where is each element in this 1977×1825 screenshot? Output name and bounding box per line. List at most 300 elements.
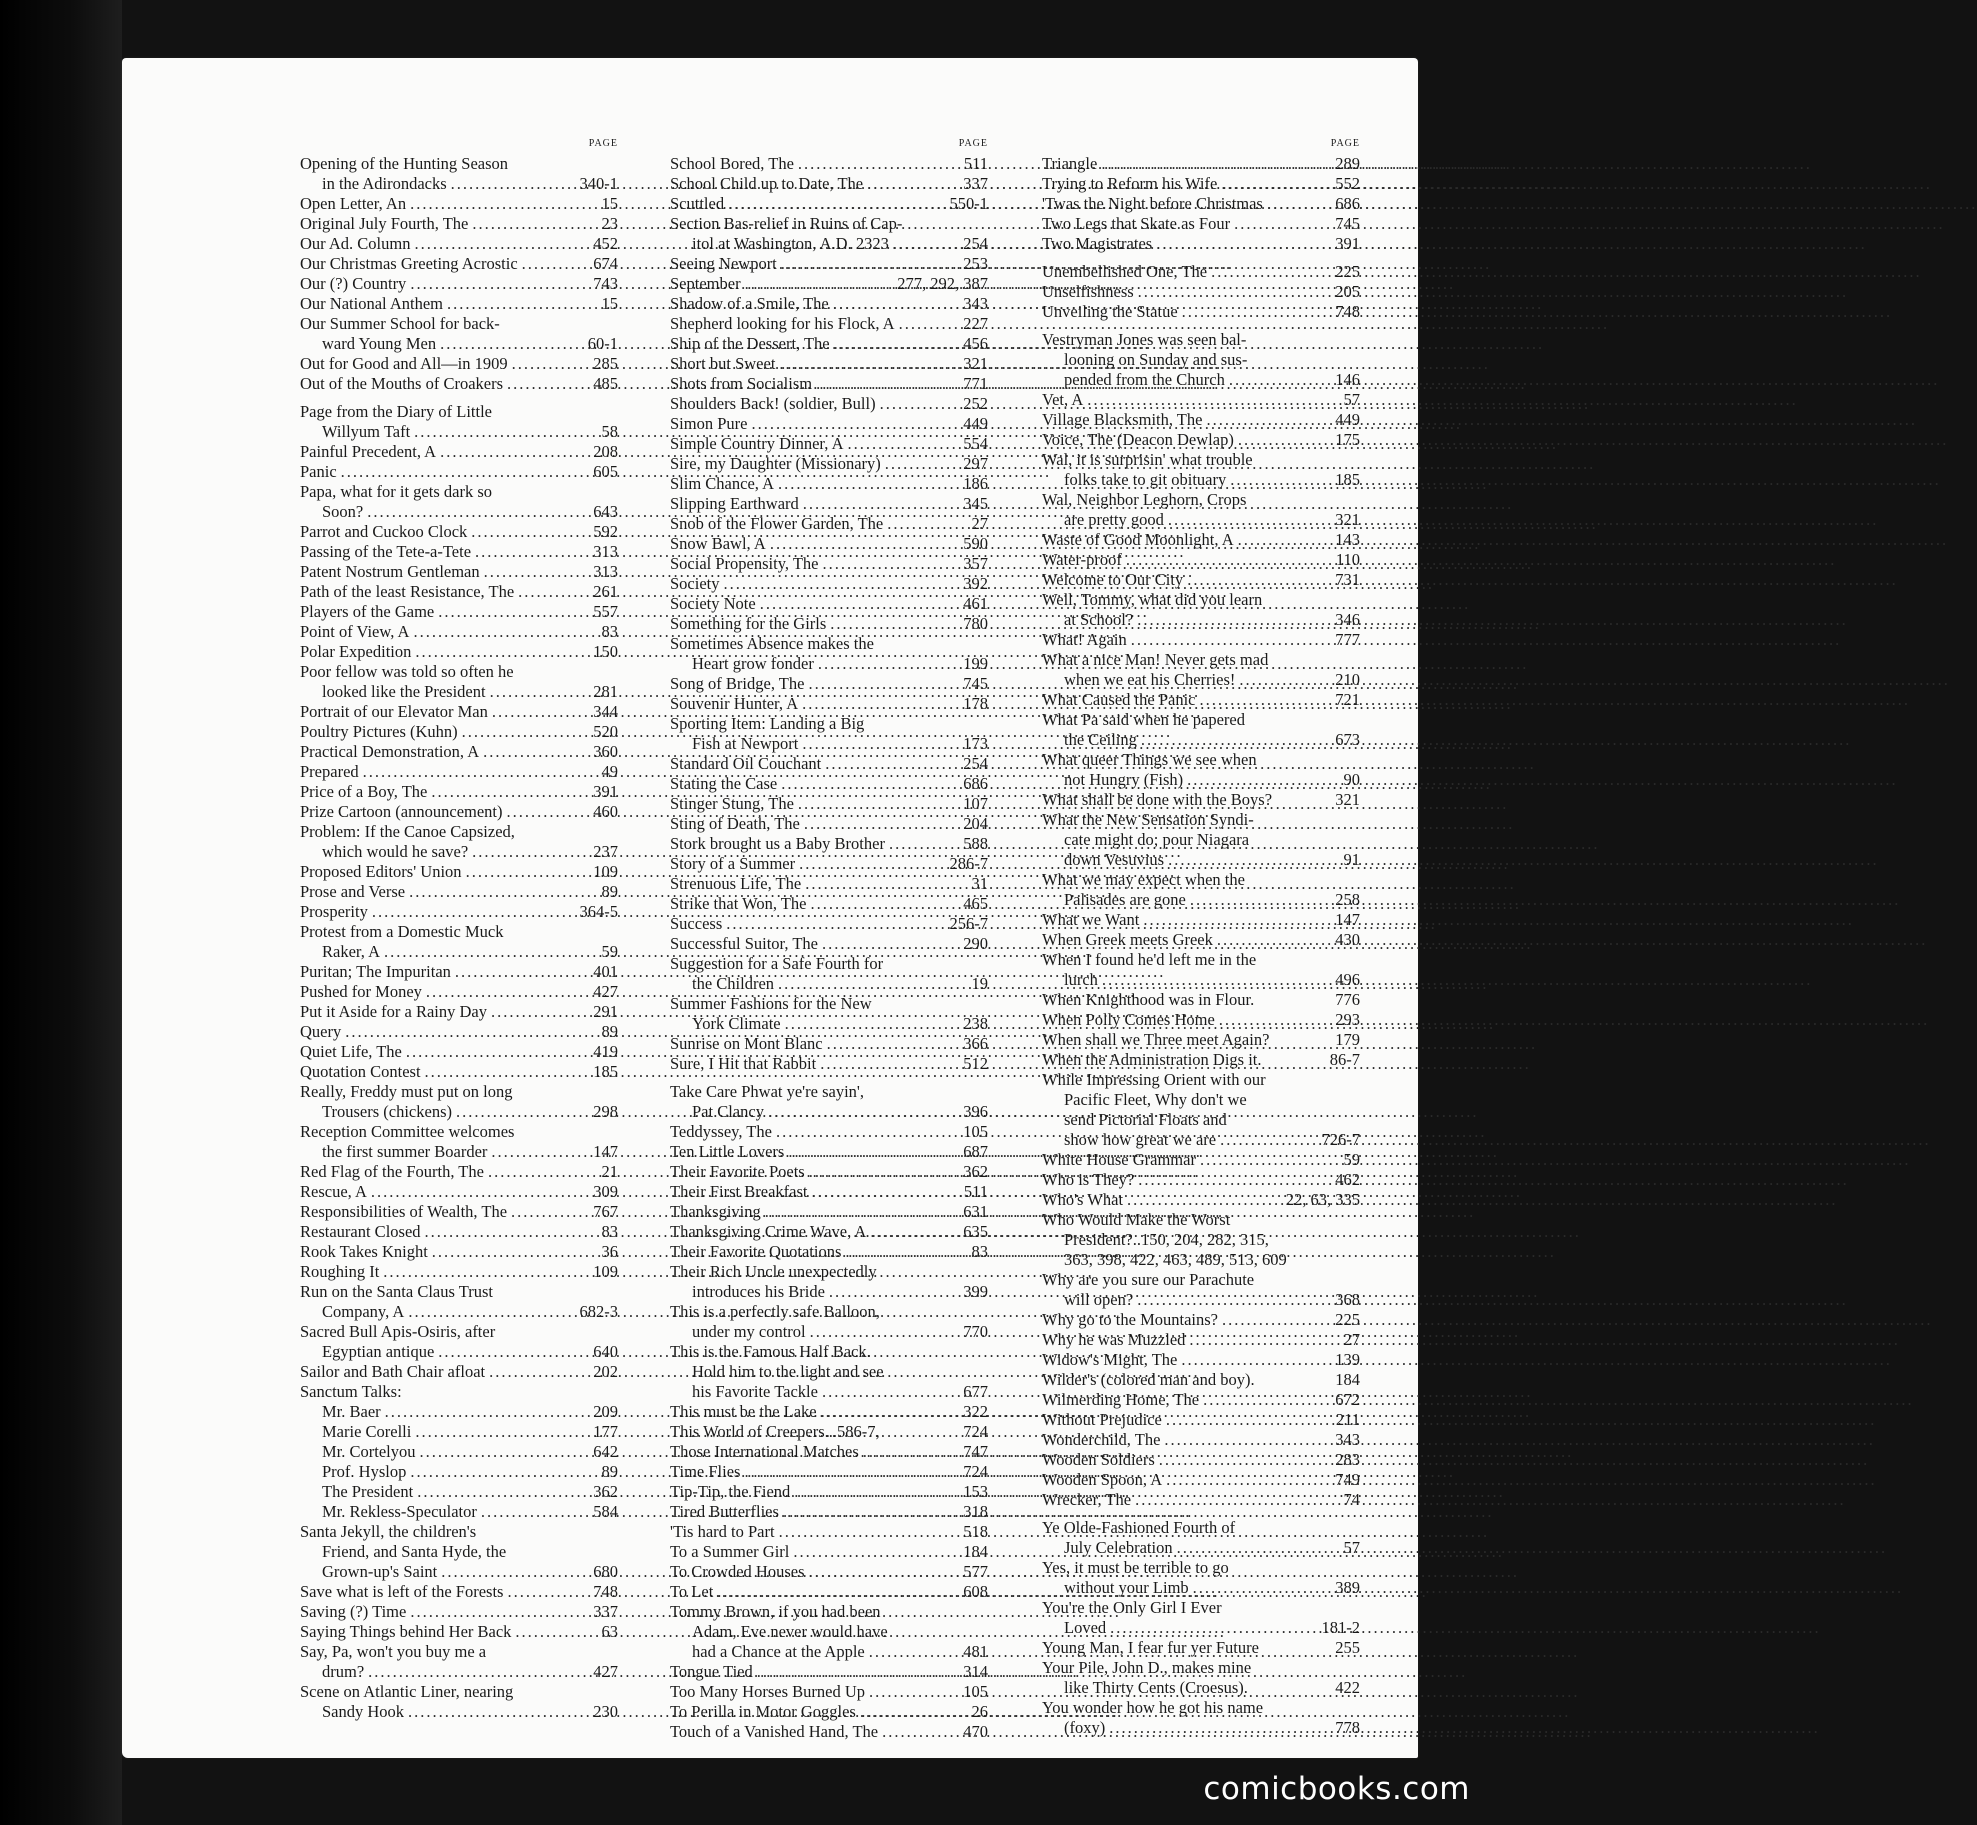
index-entry	[1042, 1470, 1360, 1490]
entry-title: Yes, it must be terrible to go	[1042, 1558, 1229, 1577]
dot-leader	[518, 582, 589, 602]
index-entry	[670, 554, 988, 574]
entry-title: Short but Sweet	[670, 354, 776, 373]
entry-title: What queer Things we see when	[1042, 750, 1257, 769]
index-entry	[670, 1722, 988, 1742]
entry-line	[670, 1582, 988, 1602]
entry-title: Why are you sure our Parachute	[1042, 1270, 1255, 1289]
page-number: 49	[601, 762, 618, 781]
entry-title: What the New Sensation Syndi-	[1042, 810, 1254, 829]
entry-title: Trying to Reform his Wife	[1042, 174, 1218, 193]
entry-line	[1042, 1190, 1360, 1210]
entry-line	[670, 1522, 988, 1542]
entry-title: Painful Precedent, A	[300, 442, 437, 461]
entry-title: Their Rich Uncle unexpectedly	[670, 1262, 877, 1281]
entry-title: Mr. Rekless-Speculator	[322, 1502, 477, 1521]
entry-line	[670, 1562, 988, 1582]
page-number: 313	[593, 542, 618, 561]
entry-line	[670, 1682, 988, 1702]
entry-title: Unselfishness	[1042, 282, 1134, 301]
index-entry	[300, 1422, 618, 1442]
entry-title: What Caused the Panic	[1042, 690, 1196, 709]
index-entry	[1042, 1490, 1360, 1510]
dot-leader	[760, 594, 960, 614]
page-number: 401	[593, 962, 618, 981]
index-entry	[670, 994, 988, 1034]
entry-line	[300, 602, 618, 622]
entry-line	[670, 1182, 988, 1202]
entry-title: Prof. Hyslop	[322, 1462, 407, 1481]
entry-line	[670, 1402, 988, 1422]
index-entry	[1042, 174, 1360, 194]
entry-title: School Child up to Date, The	[670, 174, 864, 193]
page-number: 86-7	[1329, 1050, 1360, 1069]
dot-leader	[471, 522, 589, 542]
dot-leader	[420, 1442, 590, 1462]
entry-title: Shadow of a Smile, The	[670, 294, 829, 313]
entry-title: Santa Jekyll, the children's	[300, 1522, 477, 1541]
entry-line	[670, 1242, 988, 1262]
index-entry	[670, 1682, 988, 1702]
dot-leader	[1168, 510, 1331, 530]
entry-title: When Polly Comes Home	[1042, 1010, 1215, 1029]
entry-title: Who Would Make the Worst	[1042, 1210, 1231, 1229]
page-number: 747	[963, 1442, 988, 1461]
entry-line	[670, 1262, 988, 1282]
entry-title: What we may expect when the	[1042, 870, 1245, 889]
entry-title: White House Grammar	[1042, 1150, 1196, 1169]
entry-line	[1042, 930, 1360, 950]
page-number: 184	[1335, 1370, 1360, 1389]
entry-line	[1042, 510, 1360, 530]
dot-leader	[451, 174, 576, 194]
entry-title: Opening of the Hunting Season	[300, 154, 509, 173]
entry-title: Sacred Bull Apis-Osiris, after	[300, 1322, 496, 1341]
index-entry	[300, 1242, 618, 1262]
index-entry	[1042, 590, 1360, 630]
index-entry	[300, 722, 618, 742]
entry-title: Voice, The (Deacon Dewlap)	[1042, 430, 1234, 449]
page-number: 456	[963, 334, 988, 353]
entry-title: Simple Country Dinner, A	[670, 434, 844, 453]
entry-line	[670, 1422, 988, 1442]
entry-title: Shepherd looking for his Flock, A	[670, 314, 895, 333]
page-number: 608	[963, 1582, 988, 1601]
entry-title: Quiet Life, The	[300, 1042, 402, 1061]
page-number: 184	[963, 1542, 988, 1561]
entry-title: Wilder's (colored man and boy).	[1042, 1370, 1255, 1389]
entry-title: Quotation Contest	[300, 1062, 421, 1081]
entry-line	[1042, 970, 1360, 990]
entry-title: not Hungry (Fish)	[1064, 770, 1184, 789]
index-entry	[1042, 390, 1360, 410]
entry-line	[1042, 1490, 1360, 1510]
entry-title: July Celebration	[1064, 1538, 1173, 1557]
entry-title: Social Propensity, The	[670, 554, 819, 573]
entry-title: drum?	[322, 1662, 365, 1681]
page-number: 460	[593, 802, 618, 821]
entry-title: Our Ad. Column	[300, 234, 411, 253]
page-number: 674	[593, 254, 618, 273]
index-entry	[670, 1082, 988, 1122]
entry-title: Snow Bawl, A	[670, 534, 766, 553]
index-entry	[670, 1542, 988, 1562]
index-entry	[670, 1602, 988, 1662]
page-number: 209	[593, 1402, 618, 1421]
index-entry	[300, 1622, 618, 1642]
index-entry	[670, 374, 988, 394]
entry-title: Say, Pa, won't you buy me a	[300, 1642, 487, 1661]
entry-title: Point of View, A	[300, 622, 410, 641]
entry-title: To Crowded Houses	[670, 1562, 805, 1581]
entry-title: Tip-Tip, the Fiend	[670, 1482, 791, 1501]
dot-leader	[810, 1322, 960, 1342]
entry-title: Original July Fourth, The	[300, 214, 469, 233]
dot-leader	[1101, 154, 1331, 174]
entry-title: Section Bas-relief in Ruins of Cap-	[670, 214, 903, 233]
page-number: 225	[1335, 262, 1360, 281]
entry-line	[670, 934, 988, 954]
index-entry	[670, 634, 988, 674]
index-entry	[300, 1122, 618, 1162]
page-number: 211	[1335, 1410, 1360, 1429]
entry-line	[670, 1054, 988, 1074]
entry-title: Water-proof	[1042, 550, 1122, 569]
entry-line	[1042, 1698, 1360, 1718]
dot-leader	[882, 1722, 959, 1742]
entry-line	[300, 234, 618, 254]
entry-title: Run on the Santa Claus Trust	[300, 1282, 493, 1301]
entry-line	[1042, 1558, 1360, 1578]
dot-leader	[893, 234, 959, 254]
index-entry	[670, 874, 988, 894]
entry-line	[300, 802, 618, 822]
index-entry	[1042, 690, 1360, 710]
index-entry	[300, 1362, 618, 1382]
entry-line	[670, 1662, 988, 1682]
entry-line	[300, 1302, 618, 1322]
index-entry	[1042, 1450, 1360, 1470]
dot-leader	[425, 1222, 598, 1242]
entry-line	[300, 1322, 618, 1342]
dot-leader	[1087, 390, 1339, 410]
entry-line	[300, 1002, 618, 1022]
entry-line	[1042, 234, 1360, 254]
page-number: 286-7	[949, 854, 988, 873]
entry-line	[1042, 1678, 1360, 1698]
entry-title: Puritan; The Impuritan	[300, 962, 451, 981]
entry-line	[670, 574, 988, 594]
entry-line	[1042, 490, 1360, 510]
entry-title: ward Young Men	[322, 334, 437, 353]
entry-title: Wal, it is surprisin' what trouble	[1042, 450, 1253, 469]
entry-line	[300, 1142, 618, 1162]
entry-line	[1042, 750, 1360, 770]
dot-leader	[345, 1022, 597, 1042]
entry-title: Palisades are gone	[1064, 890, 1186, 909]
index-entry	[300, 642, 618, 662]
index-entry	[1042, 1410, 1360, 1430]
dot-leader	[484, 562, 590, 582]
entry-line	[670, 314, 988, 334]
index-entry	[1042, 1210, 1360, 1270]
entry-title: When the Administration Digs it.	[1042, 1050, 1262, 1069]
dot-leader	[1182, 302, 1332, 322]
entry-title: itol at Washington, A.D. 2323	[692, 234, 889, 253]
entry-title: Willyum Taft	[322, 422, 411, 441]
entry-line	[1042, 1010, 1360, 1030]
entry-title: When Greek meets Greek	[1042, 930, 1213, 949]
index-entry	[1042, 530, 1360, 550]
entry-line	[1042, 830, 1360, 850]
dot-leader	[413, 622, 597, 642]
entry-title: Portrait of our Elevator Man	[300, 702, 488, 721]
index-entry	[300, 902, 618, 922]
entry-title: This World of Creepers...586-7,	[670, 1422, 880, 1441]
page-number: 175	[1335, 430, 1360, 449]
entry-title: Triangle	[1042, 154, 1098, 173]
entry-line	[670, 1342, 988, 1362]
entry-title: when we eat his Cherries!	[1064, 670, 1236, 689]
page-number: 721	[1335, 690, 1360, 709]
dot-leader	[751, 414, 959, 434]
dot-leader	[1137, 610, 1331, 630]
entry-line	[1042, 1538, 1360, 1558]
entry-line	[1042, 350, 1360, 370]
index-entry	[1042, 234, 1360, 254]
index-entry	[670, 614, 988, 634]
dot-leader	[522, 254, 590, 274]
entry-line	[670, 1542, 988, 1562]
entry-title: Ye Olde-Fashioned Fourth of	[1042, 1518, 1236, 1537]
page-number: 254	[963, 754, 988, 773]
watermark: comicbooks.com	[1203, 1771, 1470, 1807]
index-entry	[670, 774, 988, 794]
entry-title: looked like the President	[322, 682, 486, 701]
index-entry	[670, 1562, 988, 1582]
entry-line	[670, 1162, 988, 1182]
dot-leader	[834, 334, 960, 354]
entry-line	[670, 1362, 988, 1382]
entry-title: Society	[670, 574, 720, 593]
page-number: 321	[1335, 790, 1360, 809]
index-entry	[300, 1262, 618, 1282]
index-entry	[670, 954, 988, 994]
entry-title: Sporting Item: Landing a Big	[670, 714, 865, 733]
page-number: 63	[601, 1622, 618, 1641]
page-number: 686	[1335, 194, 1360, 213]
index-entry	[300, 194, 618, 214]
index-entry	[1042, 790, 1360, 810]
entry-line	[1042, 1578, 1360, 1598]
entry-title: Village Blacksmith, The	[1042, 410, 1203, 429]
page-number: 680	[593, 1562, 618, 1581]
page-number: 481	[963, 1642, 988, 1661]
entry-title: the Children	[692, 974, 775, 993]
entry-title: Poultry Pictures (Kuhn)	[300, 722, 458, 741]
index-entry	[1042, 1330, 1360, 1350]
page-number: 225	[1335, 1310, 1360, 1329]
page-number: 255	[1335, 1638, 1360, 1657]
index-entry	[300, 662, 618, 702]
dot-leader	[808, 674, 959, 694]
page-number: 89	[601, 1462, 618, 1481]
entry-title: Our Summer School for back-	[300, 314, 500, 333]
dot-leader	[414, 234, 589, 254]
page-number: 210	[1335, 670, 1360, 689]
dot-leader	[863, 1442, 959, 1462]
index-entry	[300, 1002, 618, 1022]
dot-leader	[745, 274, 894, 294]
entry-title: Wonderchild, The	[1042, 1430, 1161, 1449]
entry-title: The President	[322, 1482, 414, 1501]
page-number: 748	[593, 1582, 618, 1601]
page-number: 23	[601, 214, 618, 233]
entry-title: Unembellished One, The	[1042, 262, 1208, 281]
entry-line	[300, 1662, 618, 1682]
entry-title: Suggestion for a Safe Fourth for	[670, 954, 884, 973]
entry-line	[1042, 1350, 1360, 1370]
page-number: 15	[601, 294, 618, 313]
index-entry	[300, 602, 618, 622]
page-number: 391	[1335, 234, 1360, 253]
index-entry	[670, 1302, 988, 1342]
index-entry	[670, 1182, 988, 1202]
entry-line	[300, 862, 618, 882]
page-number: 153	[963, 1482, 988, 1501]
page-number: 199	[963, 654, 988, 673]
index-entry	[300, 402, 618, 442]
entry-line	[300, 1582, 618, 1602]
entry-line	[300, 962, 618, 982]
index-entry	[670, 1122, 988, 1142]
index-entry	[300, 374, 618, 394]
dot-leader	[1143, 910, 1331, 930]
index-entry	[300, 154, 618, 194]
page-number: 640	[593, 1342, 618, 1361]
dot-leader	[475, 542, 589, 562]
entry-line	[300, 402, 618, 422]
entry-line	[300, 354, 618, 374]
page-number: 283	[1335, 1450, 1360, 1469]
dot-leader	[1187, 570, 1331, 590]
page-number: 496	[1335, 970, 1360, 989]
index-entry	[1042, 1310, 1360, 1330]
entry-line	[1042, 282, 1360, 302]
entry-line	[670, 1034, 988, 1054]
page-number: 109	[593, 1262, 618, 1281]
entry-title: Sure, I Hit that Rabbit	[670, 1054, 817, 1073]
dot-leader	[410, 1602, 589, 1622]
dot-leader	[724, 574, 960, 594]
entry-title: Prosperity	[300, 902, 368, 921]
entry-title: Snob of the Flower Garden, The	[670, 514, 884, 533]
entry-title: Sanctum Talks:	[300, 1382, 402, 1401]
page-number: 252	[963, 394, 988, 413]
page-number: 396	[963, 1102, 988, 1121]
entry-line	[300, 502, 618, 522]
index-entry	[670, 914, 988, 934]
page-number: 146	[1335, 370, 1360, 389]
entry-line	[670, 194, 988, 214]
entry-title: Who is They?	[1042, 1170, 1135, 1189]
index-entry	[1042, 330, 1360, 390]
entry-line	[670, 1142, 988, 1162]
entry-line	[1042, 650, 1360, 670]
page-number: 465	[963, 894, 988, 913]
page-number: 289	[1335, 154, 1360, 173]
entry-line	[300, 1102, 618, 1122]
index-entry	[670, 174, 988, 194]
index-entry	[670, 274, 988, 294]
entry-line	[670, 894, 988, 914]
index-entry	[300, 1462, 618, 1482]
dot-leader	[410, 274, 589, 294]
index-entry	[670, 254, 988, 274]
page-number: 577	[963, 1562, 988, 1581]
dot-leader	[779, 354, 959, 374]
entry-title: September	[670, 274, 741, 293]
page-number: 313	[593, 562, 618, 581]
page-number: 281	[593, 682, 618, 701]
entry-line	[1042, 550, 1360, 570]
entry-line	[300, 1462, 618, 1482]
entry-title: Society Note	[670, 594, 756, 613]
index-entry	[300, 922, 618, 962]
index-entry	[1042, 1190, 1360, 1210]
dot-leader	[845, 1242, 967, 1262]
page-number: 261	[593, 582, 618, 601]
dot-leader	[779, 1522, 960, 1542]
dot-leader	[810, 894, 959, 914]
page-number: 631	[963, 1202, 988, 1221]
dot-leader	[1102, 970, 1331, 990]
entry-line	[670, 954, 988, 974]
entry-list	[670, 154, 988, 1742]
dot-leader	[726, 914, 945, 934]
entry-line	[1042, 1450, 1360, 1470]
entry-line	[300, 562, 618, 582]
entry-line	[300, 1162, 618, 1182]
entry-line	[1042, 450, 1360, 470]
dot-leader	[1126, 550, 1332, 570]
entry-line	[670, 214, 988, 234]
dot-leader	[1203, 1390, 1331, 1410]
index-entry	[670, 314, 988, 334]
page-number: 419	[593, 1042, 618, 1061]
entry-title: Slipping Earthward	[670, 494, 799, 513]
index-entry	[1042, 1030, 1360, 1050]
dot-leader	[765, 1202, 960, 1222]
page-number: 368	[1335, 1290, 1360, 1309]
page-number: 470	[963, 1722, 988, 1741]
entry-title: Why go to the Mountains?	[1042, 1310, 1218, 1329]
dot-leader	[1110, 1618, 1317, 1638]
index-entry	[300, 294, 618, 314]
index-entry	[1042, 750, 1360, 790]
dot-leader	[811, 1182, 959, 1202]
dot-leader	[781, 254, 959, 274]
entry-title: Our National Anthem	[300, 294, 443, 313]
entry-title: Prose and Verse	[300, 882, 406, 901]
entry-line	[1042, 670, 1360, 690]
page-number: 362	[963, 1162, 988, 1181]
entry-line	[1042, 1330, 1360, 1350]
entry-line	[670, 334, 988, 354]
index-entry	[300, 622, 618, 642]
entry-line	[1042, 1030, 1360, 1050]
index-entry	[670, 514, 988, 534]
